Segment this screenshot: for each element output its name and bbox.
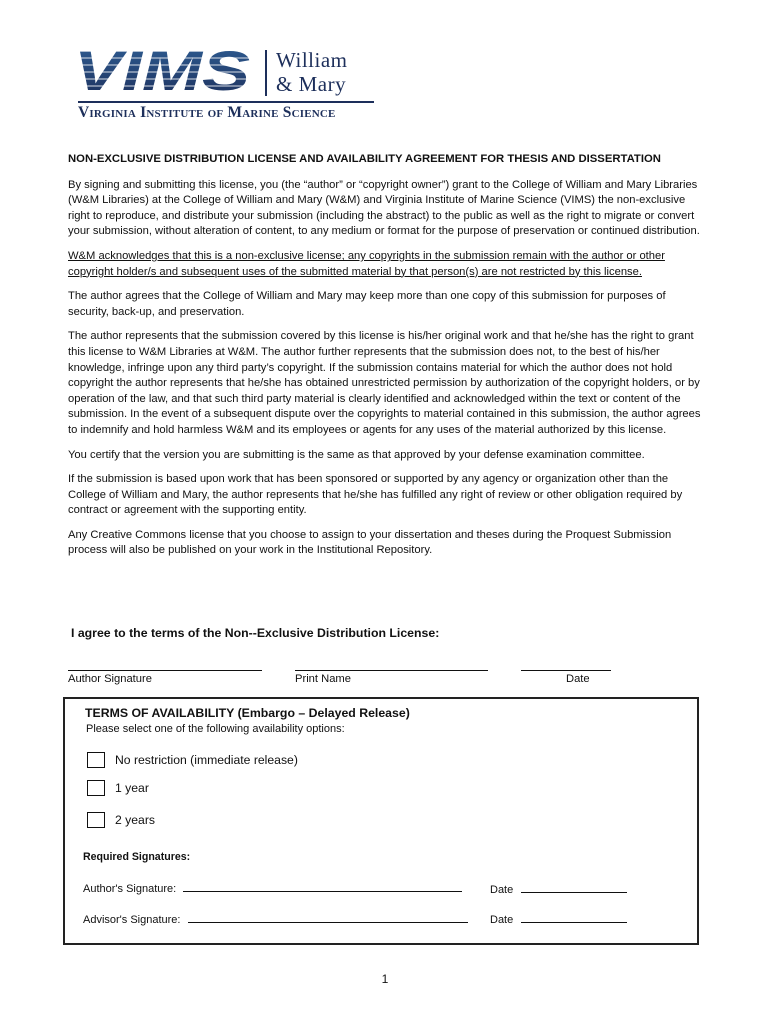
terms-of-availability-box [63,697,699,945]
page-number: 1 [381,972,389,986]
author-signature-field-label: Author's Signature: [83,883,177,895]
advisor-signature-field-label: Advisor's Signature: [83,914,181,926]
terms-subtitle: Please select one of the following availability options: [86,723,345,735]
paragraph-sponsored: If the submission is based upon work that has been sponsored or supported by any agency or organization other than the College of William and Mary, the author represents that he/she has fulfilled any right of review or other obligation required by contract or agreement with the supporting entity. [68,473,683,517]
author-signature-label: Author Signature [68,673,152,685]
paragraph-representation: The author represents that the submission covered by this license is his/her original work and that he/she has the right to grant this license to W&M Libraries at W&M. The author further represents that the submission does not, to the best of his/her knowledge, infringe upon any third party’s copyright. If the submission contains material for which the author does not hold copyright the author represents that he/she has obtained unrestricted permission by authorization of the copyright holders, or by operation of the law, and that such third party material is clearly identified and acknowledged within the text or content of the submission. In the event of a subsequent dispute over the copyrights to material contained in this submission, the author agrees to indemnify and hold harmless W&M and its employees or agents for any uses of the material authorized by this license. [68,330,701,436]
license-body [68,152,708,568]
vims-logo-mark [70,46,254,96]
two-years-label: 2 years [115,813,155,827]
logo-subtitle: Virginia Institute of Marine Science [78,104,336,121]
agree-statement: I agree to the terms of the Non--Exclusive Distribution License: [71,626,440,640]
paragraph-certify: You certify that the version you are submitting is the same as that approved by your defense examination committee. [68,448,645,461]
no-restriction-checkbox[interactable] [87,752,105,768]
author-signature-line[interactable] [68,656,262,671]
paragraph-creative-commons: Any Creative Commons license that you choose to assign to your dissertation and theses during the Proquest Submission process will also be published on your work in the Institutional Repository. [68,528,672,557]
advisor-date-label: Date [490,914,514,926]
print-name-line[interactable] [295,656,488,671]
two-years-checkbox[interactable] [87,812,105,828]
no-restriction-label: No restriction (immediate release) [115,753,298,767]
paragraph-copies: The author agrees that the College of William and Mary may keep more than one copy of this submission for purposes of security, back-up, and preservation. [68,290,666,318]
option-2-years[interactable] [87,810,155,830]
logo-william: William [276,48,348,72]
author-date-row [490,881,627,896]
date-label: Date [566,673,590,685]
author-date-field[interactable] [521,881,627,893]
author-signature-row [83,880,462,895]
option-no-restriction[interactable] [87,750,298,770]
author-date-label: Date [490,884,514,896]
date-line[interactable] [521,656,611,671]
vims-wm-logo [70,46,380,126]
logo-rule [78,101,374,103]
vims-abbr-text: VIMS [74,46,250,96]
logo-and-mary: & Mary [276,72,347,96]
paragraph-acknowledgement: W&M acknowledges that this is a non-exclusive license; any copyrights in the submission remain with the author or other copyright holder/s and subsequent uses of the submitted material by that person(s) are not restricted by this license. [68,249,665,278]
advisor-signature-row [83,911,468,926]
document-title: NON-EXCLUSIVE DISTRIBUTION LICENSE AND AVAILABILITY AGREEMENT FOR THESIS AND DISSERTATION [68,153,661,165]
advisor-date-row [490,911,627,926]
advisor-signature-field[interactable] [188,911,468,923]
print-name-label: Print Name [295,673,351,685]
author-signature-field[interactable] [183,880,462,892]
one-year-label: 1 year [115,781,149,795]
paragraph-grant: By signing and submitting this license, you (the “author” or “copyright owner”) grant to the College of William and Mary Libraries (W&M Libraries) at the College of William and Mary (W&M) and Virginia Institute of Marine Science (VIMS) the non-exclusive right to reproduce, and distribute your submission (including the abstract) to the public as well as the right to migrate or convert your submission, without alteration of content, to any medium or format for the purpose of preservation or continued distribution. [68,178,700,238]
logo-divider [265,50,267,96]
terms-title: TERMS OF AVAILABILITY (Embargo – Delayed Release) [85,706,410,720]
option-1-year[interactable] [87,778,149,798]
one-year-checkbox[interactable] [87,780,105,796]
required-signatures-heading: Required Signatures: [83,851,191,863]
advisor-date-field[interactable] [521,911,627,923]
